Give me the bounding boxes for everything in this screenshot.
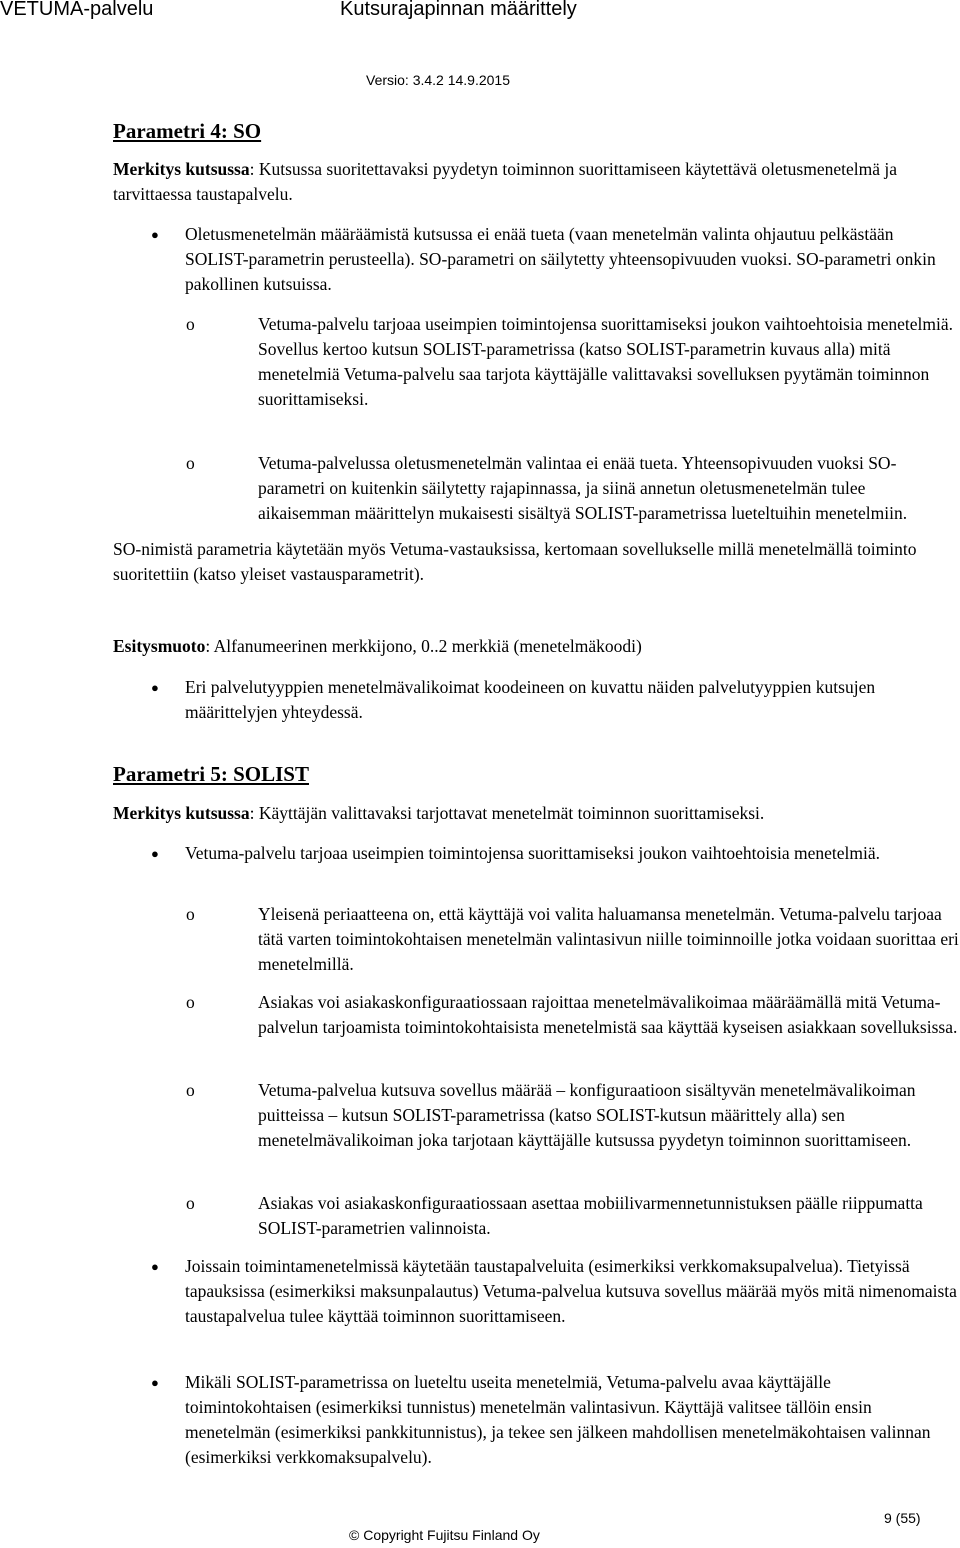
sub-bullet-icon: o	[186, 904, 195, 924]
sub-bullet-icon: o	[186, 453, 195, 473]
p4-note: SO-nimistä parametria käytetään myös Vetuma-vastauksissa, kertomaan sovellukselle millä menetelmällä toiminto suoritettiin (katso yleiset vastausparametrit).	[113, 539, 917, 584]
sub-bullet-icon: o	[186, 1080, 195, 1100]
p5-sub-1: Yleisenä periaatteena on, että käyttäjä voi valita haluamansa menetelmän. Vetuma-palvelu tarjoaa tätä varten toimintokohtaisen menetelmän valintasivun niille toiminnoille jotka voidaan suorittaa eri menetelmillä.	[258, 904, 959, 974]
copyright	[349, 1527, 540, 1543]
p4-format-label: Esitysmuoto	[113, 636, 206, 656]
p5-meaning-text: : Käyttäjän valittavaksi tarjottavat menetelmät toiminnon suorittamiseksi.	[249, 803, 765, 823]
section-title-so: Parametri 4: SO	[113, 119, 262, 143]
bullet-icon: ●	[151, 227, 159, 242]
p4-meaning	[113, 157, 953, 207]
bullet-icon: ●	[151, 846, 159, 861]
bullet-icon: ●	[151, 680, 159, 695]
section-title-solist: Parametri 5: SOLIST	[113, 762, 309, 786]
header-right: Kutsurajapinnan määrittely	[340, 0, 577, 20]
p5-sub-2: Asiakas voi asiakaskonfiguraatiossaan rajoittaa menetelmävalikoimaa määräämällä mitä Vetuma-palvelun tarjoamista toimintokohtaisista menetelmistä saa käyttää kyseisen asiakkaan sovelluksissa.	[258, 992, 958, 1037]
sub-bullet-icon: o	[186, 992, 195, 1012]
version-line: Versio: 3.4.2 14.9.2015	[366, 72, 510, 88]
header-left: VETUMA-palvelu	[0, 0, 154, 20]
copyright-icon: ©	[349, 1527, 360, 1543]
p5-meaning	[113, 801, 953, 826]
p4-meaning-text: : Kutsussa suoritettavaksi pyydetyn toiminnon suorittamiseen käytettävä oletusmenetelmä ja tarvittaessa taustapalvelu.	[113, 159, 897, 204]
p4-sub-1: Vetuma-palvelu tarjoaa useimpien toimintojensa suorittamiseksi joukon vaihtoehtoisia menetelmiä. Sovellus kertoo kutsun SOLIST-parametrissa (katso SOLIST-parametrin kuvaus alla) mitä menetelmiä Vetuma-palvelu saa tarjota käyttäjälle valittavaksi sovelluksen pyytämän toiminnon suorittamiseksi.	[258, 314, 953, 409]
p4-sub-2: Vetuma-palvelussa oletusmenetelmän valintaa ei enää tueta. Yhteensopivuuden vuoksi SO-parametri on kuitenkin säilytetty rajapinnassa, ja siinä annetun oletusmenetelmän tulee aikaisemman määrittelyn mukaisesti sisältyä SOLIST-parametrissa lueteltuihin menetelmiin.	[258, 453, 908, 523]
sub-bullet-icon: o	[186, 314, 195, 334]
p5-bullet-2: Joissain toimintamenetelmissä käytetään taustapalveluita (esimerkiksi verkkomaksupalvelua). Tietyissä tapauksissa (esimerkiksi maksunpalautus) Vetuma-palvelua kutsuva sovellus määrää myös mitä nimenomaista taustapalvelua tulee käyttää toiminnon suorittamiseen.	[185, 1256, 957, 1326]
bullet-icon: ●	[151, 1375, 159, 1390]
p4-bullet-1: Oletusmenetelmän määräämistä kutsussa ei enää tueta (vaan menetelmän valinta ohjautuu pelkästään SOLIST-parametrin perusteella). SO-parametri on säilytetty yhteensopivuuden vuoksi. SO-parametri onkin pakollinen kutsuissa.	[185, 224, 936, 294]
p5-sub-4: Asiakas voi asiakaskonfiguraatiossaan asettaa mobiilivarmennetunnistuksen päälle riippumatta SOLIST-parametrien valinnoista.	[258, 1193, 923, 1238]
p4-bullet-2: Eri palvelutyyppien menetelmävalikoimat koodeineen on kuvattu näiden palvelutyyppien kutsujen määrittelyjen yhteydessä.	[185, 677, 876, 722]
page-number: 9 (55)	[884, 1510, 921, 1526]
sub-bullet-icon: o	[186, 1193, 195, 1213]
p5-sub-3: Vetuma-palvelua kutsuva sovellus määrää – konfiguraatioon sisältyvän menetelmävalikoiman puitteissa – kutsun SOLIST-parametrissa (katso SOLIST-kutsun määrittely alla) sen menetelmävalikoiman joka tarjotaan käyttäjälle kutsussa pyydetyn toiminnon suorittamiseen.	[258, 1080, 916, 1150]
p5-bullet-1: Vetuma-palvelu tarjoaa useimpien toimintojensa suorittamiseksi joukon vaihtoehtoisia menetelmiä.	[185, 843, 880, 863]
bullet-icon: ●	[151, 1259, 159, 1274]
p5-bullet-3: Mikäli SOLIST-parametrissa on lueteltu useita menetelmiä, Vetuma-palvelu avaa käyttäjälle toimintokohtaisen (esimerkiksi tunnistus) menetelmän valintasivun. Käyttäjä valitsee tällöin ensin menetelmän (esimerkiksi pankkitunnistus), ja tekee sen jälkeen mahdollisen menetelmäkohtaisen valinnan (esimerkiksi verkkomaksupalvelu).	[185, 1372, 931, 1467]
p4-format-text: : Alfanumeerinen merkkijono, 0..2 merkkiä (menetelmäkoodi)	[205, 636, 642, 656]
p4-format	[113, 634, 953, 659]
p5-meaning-label: Merkitys kutsussa	[113, 803, 250, 823]
p4-meaning-label: Merkitys kutsussa	[113, 159, 250, 179]
copyright-text: Copyright Fujitsu Finland Oy	[363, 1527, 540, 1543]
